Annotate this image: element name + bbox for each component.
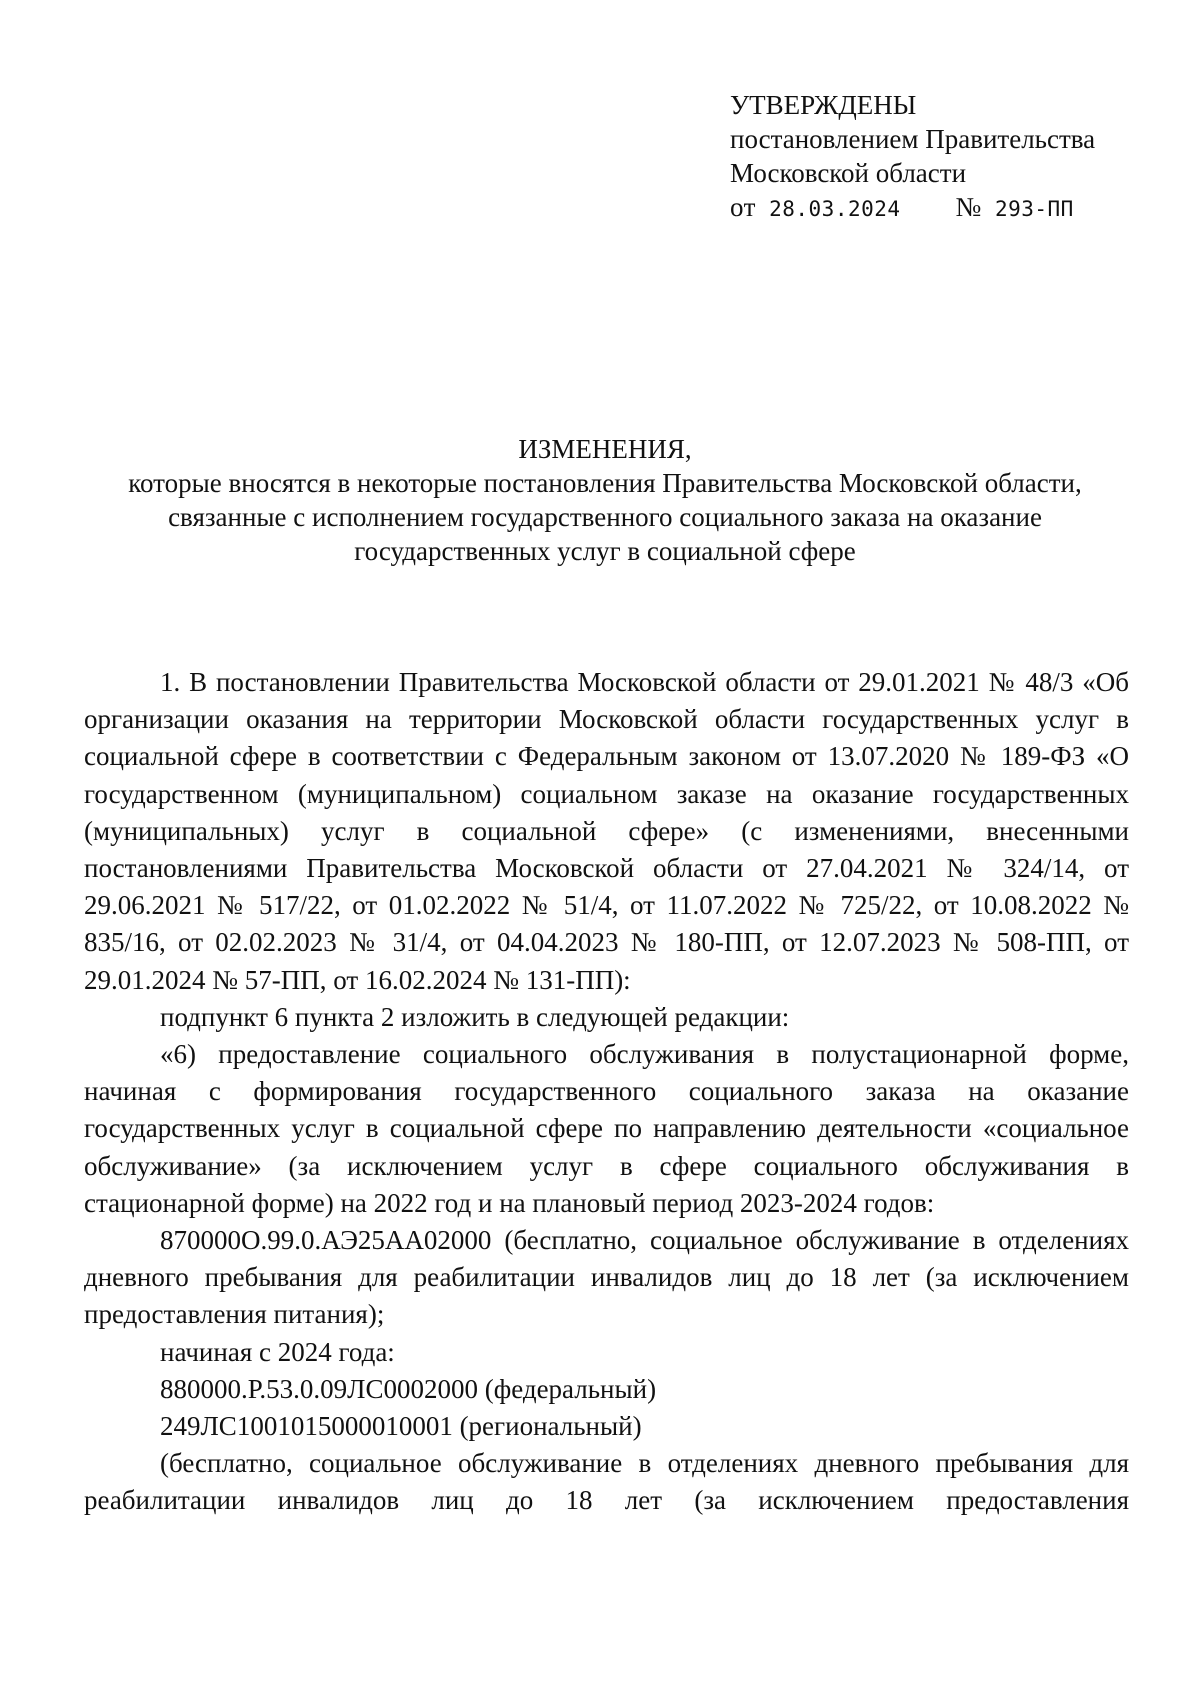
title-heading: ИЗМЕНЕНИЯ, bbox=[518, 434, 692, 464]
approval-number: 293-ПП bbox=[994, 197, 1074, 221]
paragraph-1: 1. В постановлении Правительства Московской области от 29.01.2021 № 48/3 «Об организации оказания на территории Московской области государственных услуг в социальной сфере в соответствии с Федеральным законом от 13.07.2020 № 189-ФЗ «О государственном (муниципальном) социальном заказе на оказание государственных (муниципальных) услуг в социальной сфере» (с изменениями, внесенными постановлениями Правительства Московской области от 27.04.2021 № 324/14, от 29.06.2021 № 517/22, от 01.02.2022 № 51/4, от 11.07.2022 № 725/22, от 10.08.2022 № 835/16, от 02.02.2023 № 31/4, от 04.04.2023 № 180-ПП, от 12.07.2023 № 508-ПП, от 29.01.2024 № 57-ПП, от 16.02.2024 № 131-ПП): bbox=[84, 667, 1129, 995]
paragraph-2: подпункт 6 пункта 2 изложить в следующей редакции: bbox=[160, 1001, 790, 1032]
approval-stamp bbox=[730, 88, 1095, 226]
paragraph-8: (бесплатно, социальное обслуживание в отделениях дневного пребывания для реабилитации инвалидов лиц до 18 лет (за исключением предоставления bbox=[84, 1448, 1129, 1516]
paragraph-6: 880000.Р.53.0.09ЛС0002000 (федеральный) bbox=[160, 1373, 657, 1404]
approval-heading: УТВЕРЖДЕНЫ bbox=[730, 90, 917, 120]
document-body bbox=[84, 664, 1129, 1520]
document-title bbox=[80, 432, 1130, 568]
title-line-1: которые вносятся в некоторые постановления Правительства Московской области, bbox=[128, 468, 1082, 498]
approval-date: 28.03.2024 bbox=[769, 197, 901, 221]
paragraph-4: 870000О.99.0.АЭ25АА02000 (бесплатно, социальное обслуживание в отделениях дневного пребывания для реабилитации инвалидов лиц до 18 лет (за исключением предоставления питания); bbox=[84, 1225, 1129, 1330]
title-line-2: связанные с исполнением государственного социального заказа на оказание bbox=[168, 502, 1042, 532]
date-label: от bbox=[730, 192, 756, 222]
approval-date-line bbox=[730, 190, 1095, 226]
paragraph-3: «6) предоставление социального обслуживания в полустационарной форме, начиная с формирования государственного социального заказа на оказание государственных услуг в социальной сфере по направлению деятельности «социальное обслуживание» (за исключением услуг в сфере социального обслуживания в стационарной форме) на 2022 год и на плановый период 2023-2024 годов: bbox=[84, 1039, 1129, 1218]
title-line-3: государственных услуг в социальной сфере bbox=[354, 536, 856, 566]
paragraph-5: начиная с 2024 года: bbox=[160, 1336, 395, 1367]
approval-authority: постановлением Правительства bbox=[730, 124, 1096, 154]
paragraph-7: 249ЛС1001015000010001 (региональный) bbox=[160, 1411, 642, 1442]
number-label: № bbox=[955, 192, 982, 222]
approval-region: Московской области bbox=[730, 158, 967, 188]
